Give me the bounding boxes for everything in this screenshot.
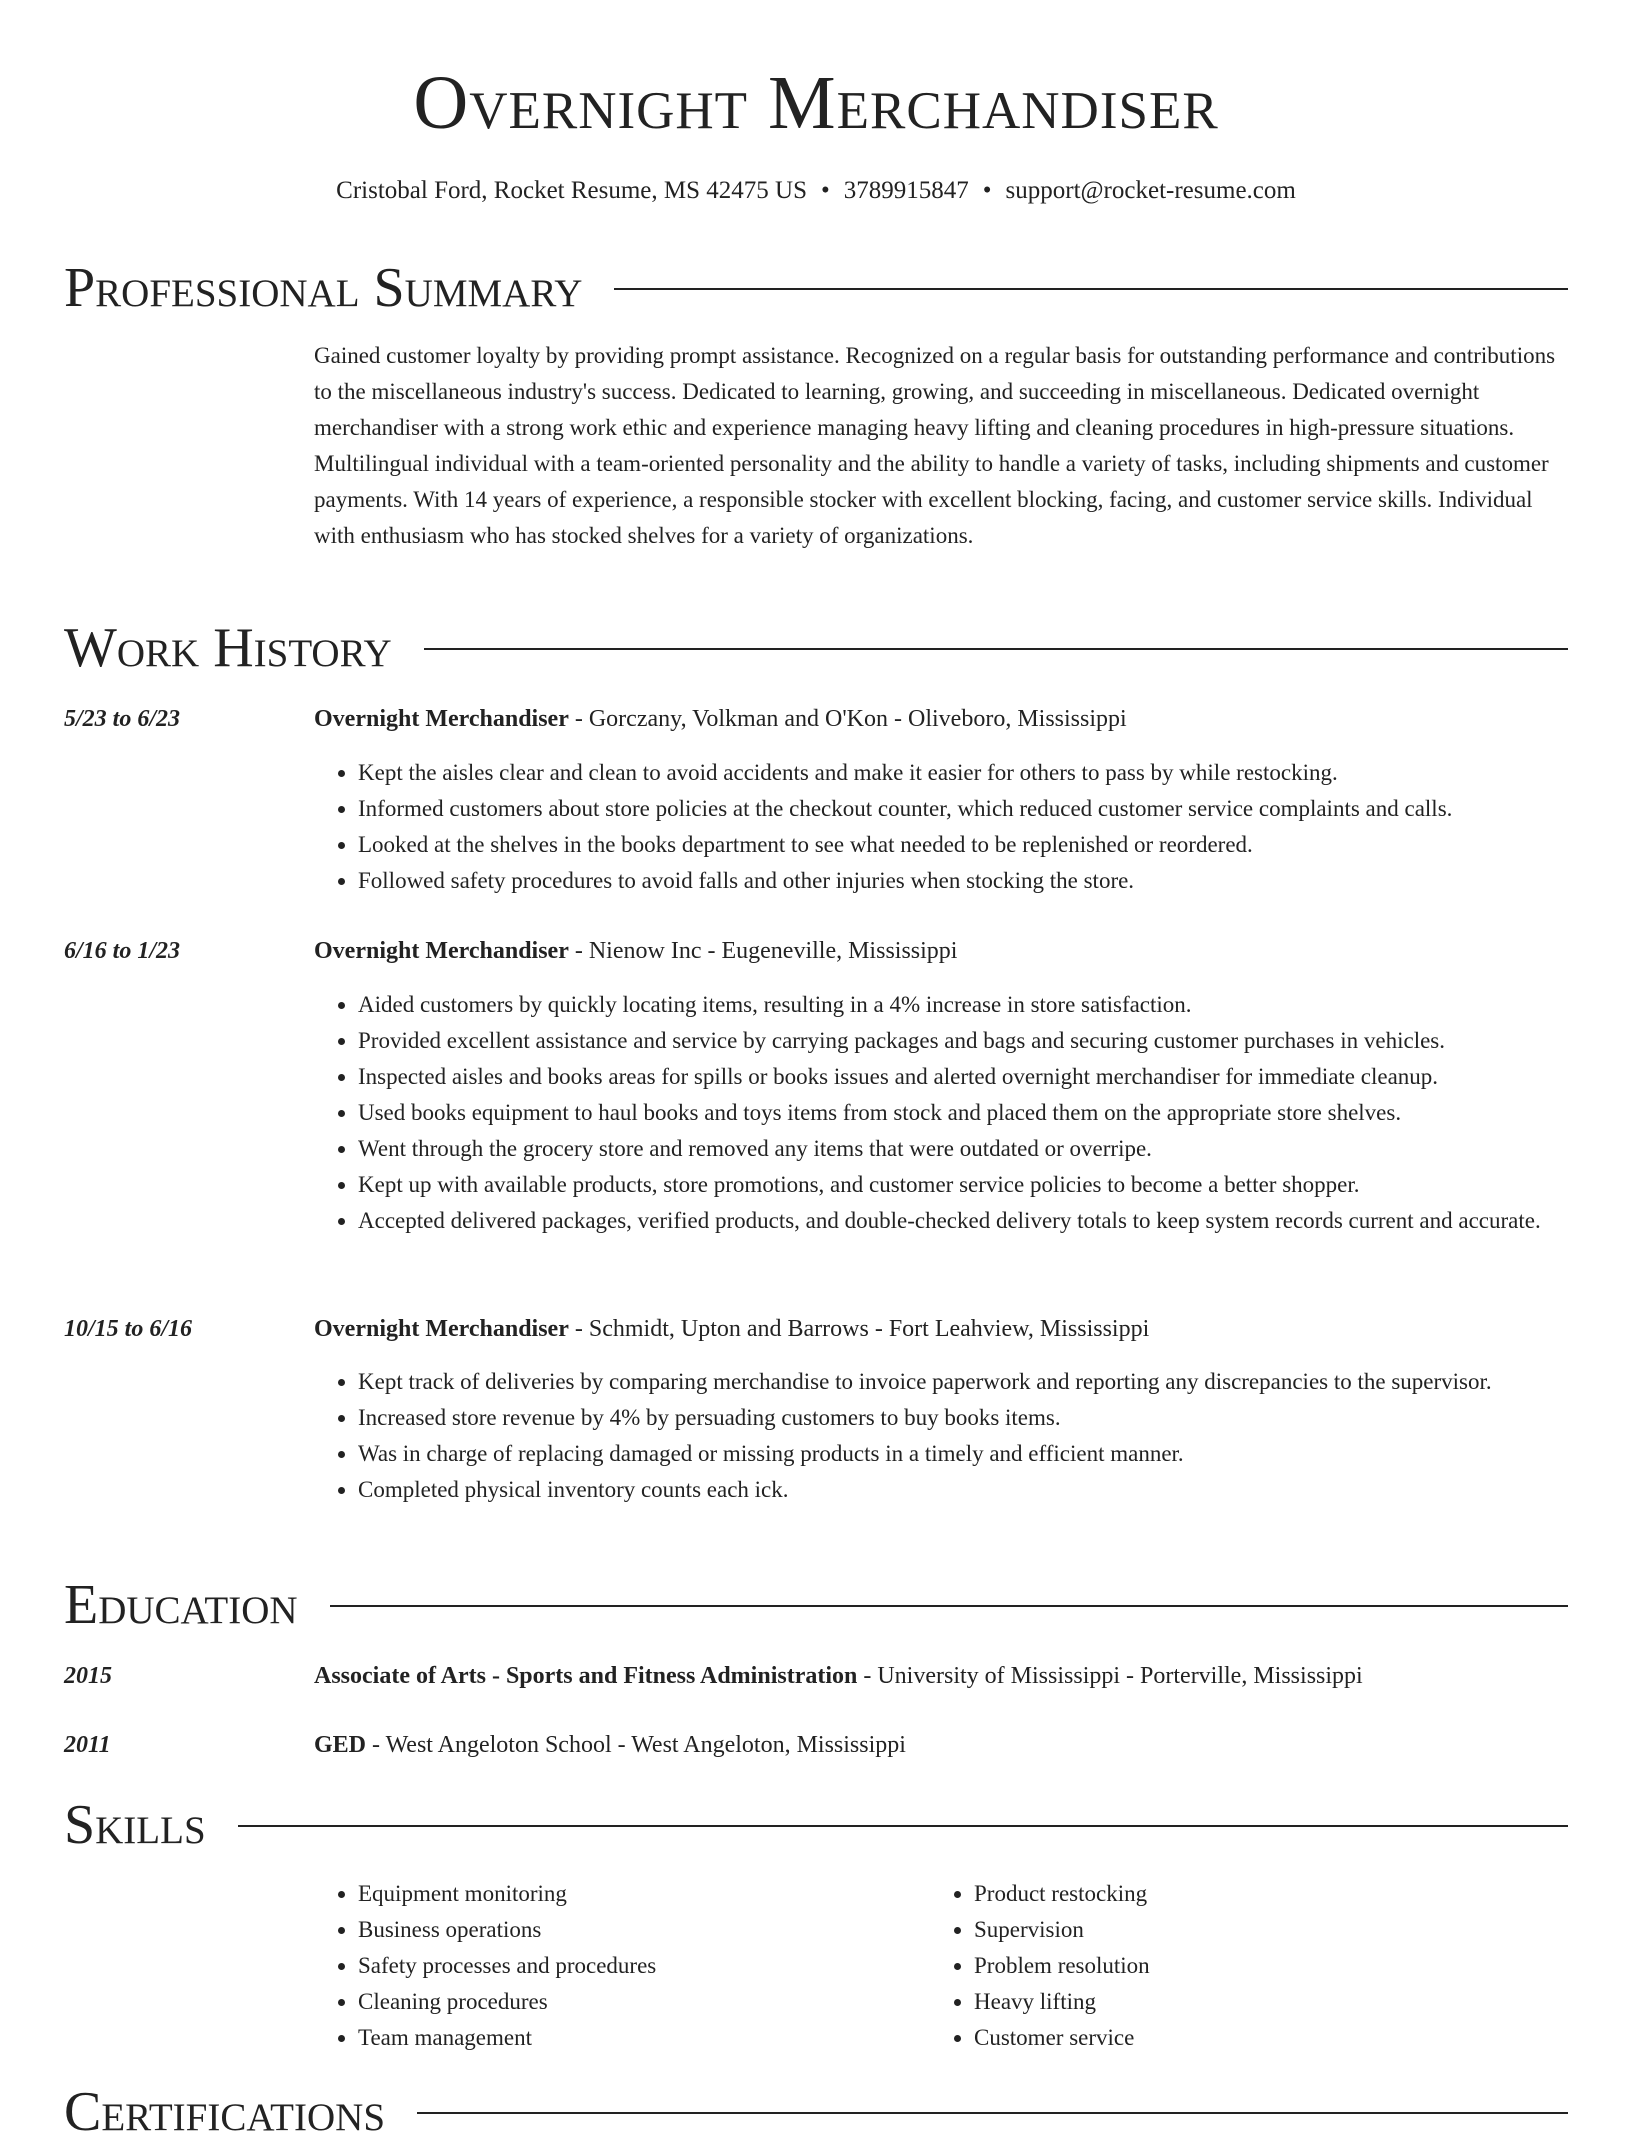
education-heading bbox=[314, 1658, 1568, 1694]
list-item: • Inspected aisles and books areas for spills or books issues and alerted overnight merchandiser for immediate cleanup. bbox=[358, 1059, 1568, 1095]
skill-item: • Heavy lifting bbox=[974, 1984, 1534, 2020]
education-year: 2015 bbox=[64, 1663, 112, 1689]
job-bullets bbox=[314, 755, 1568, 899]
education-heading bbox=[314, 1727, 1568, 1763]
section-education bbox=[64, 1573, 1568, 1637]
job-details: - Schmidt, Upton and Barrows - Fort Leahview, Mississippi bbox=[568, 1316, 1150, 1342]
section-title: Work History bbox=[64, 617, 392, 679]
list-item: • Increased store revenue by 4% by persuading customers to buy books items. bbox=[358, 1400, 1568, 1436]
section-work-history bbox=[64, 616, 1568, 680]
contact-separator: • bbox=[982, 177, 992, 204]
resume-name: Overnight Merchandiser bbox=[413, 61, 1219, 145]
list-item: • Looked at the shelves in the books department to see what needed to be replenished or reordered. bbox=[358, 827, 1568, 863]
job-role: Overnight Merchandiser bbox=[314, 706, 569, 732]
job-heading bbox=[314, 933, 1568, 969]
section-divider bbox=[417, 2112, 1568, 2114]
education-degree: GED bbox=[314, 1732, 367, 1758]
section-title: Skills bbox=[64, 1794, 206, 1856]
list-item: • Completed physical inventory counts each ick. bbox=[358, 1472, 1568, 1508]
section-title: Certifications bbox=[64, 2081, 386, 2143]
education-details: - West Angeloton School - West Angeloton, Mississippi bbox=[366, 1732, 906, 1758]
skill-item: • Product restocking bbox=[974, 1876, 1534, 1912]
job-dates: 5/23 to 6/23 bbox=[64, 706, 181, 732]
list-item: • Accepted delivered packages, verified products, and double-checked delivery totals to keep system records current and accurate. bbox=[358, 1203, 1568, 1239]
list-item: • Kept the aisles clear and clean to avoid accidents and make it easier for others to pass by while restocking. bbox=[358, 755, 1568, 791]
education-year: 2011 bbox=[64, 1732, 111, 1758]
education-details: - University of Mississippi - Porterville, Mississippi bbox=[857, 1663, 1363, 1689]
skill-item: • Team management bbox=[358, 2020, 918, 2056]
job-role: Overnight Merchandiser bbox=[314, 1316, 569, 1342]
list-item: • Was in charge of replacing damaged or missing products in a timely and efficient manner. bbox=[358, 1436, 1568, 1472]
skill-item: • Equipment monitoring bbox=[358, 1876, 918, 1912]
skills-list-right bbox=[930, 1876, 1534, 2056]
list-item: • Went through the grocery store and removed any items that were outdated or overripe. bbox=[358, 1131, 1568, 1167]
list-item: • Used books equipment to haul books and toys items from stock and placed them on the appropriate store shelves. bbox=[358, 1095, 1568, 1131]
list-item: • Provided excellent assistance and service by carrying packages and bags and securing customer purchases in vehicles. bbox=[358, 1023, 1568, 1059]
job-details: - Nienow Inc - Eugeneville, Mississippi bbox=[568, 938, 958, 964]
skill-item: • Cleaning procedures bbox=[358, 1984, 918, 2020]
section-divider bbox=[424, 648, 1568, 650]
section-title: Education bbox=[64, 1574, 298, 1636]
contact-separator: • bbox=[821, 177, 830, 204]
section-divider bbox=[330, 1605, 1568, 1607]
section-certifications bbox=[64, 2080, 1568, 2144]
job-details: - Gorczany, Volkman and O'Kon - Oliveboro, Mississippi bbox=[568, 706, 1127, 732]
contact-line bbox=[0, 174, 1632, 208]
skill-item: • Business operations bbox=[358, 1912, 918, 1948]
skill-item: • Customer service bbox=[974, 2020, 1534, 2056]
skill-item: • Problem resolution bbox=[974, 1948, 1534, 1984]
section-title: Professional Summary bbox=[64, 257, 583, 319]
section-divider bbox=[614, 288, 1568, 290]
job-dates: 6/16 to 1/23 bbox=[64, 938, 181, 964]
job-bullets bbox=[314, 987, 1568, 1239]
job-heading bbox=[314, 1311, 1568, 1347]
list-item: • Kept track of deliveries by comparing merchandise to invoice paperwork and reporting any discrepancies to the supervisor. bbox=[358, 1364, 1568, 1400]
skill-item: • Safety processes and procedures bbox=[358, 1948, 918, 1984]
job-heading bbox=[314, 701, 1568, 737]
skills-list-left bbox=[314, 1876, 918, 2056]
education-degree: Associate of Arts - Sports and Fitness Administration bbox=[314, 1663, 858, 1689]
list-item: • Informed customers about store policies at the checkout counter, which reduced customer service complaints and calls. bbox=[358, 791, 1568, 827]
list-item: • Aided customers by quickly locating items, resulting in a 4% increase in store satisfaction. bbox=[358, 987, 1568, 1023]
job-dates: 10/15 to 6/16 bbox=[64, 1316, 193, 1342]
contact-address: Cristobal Ford, Rocket Resume, MS 42475 US bbox=[336, 177, 807, 204]
skill-item: • Supervision bbox=[974, 1912, 1534, 1948]
contact-email[interactable]: support@rocket-resume.com bbox=[1005, 177, 1296, 204]
summary-text: Gained customer loyalty by providing prompt assistance. Recognized on a regular basis for outstanding performance and contributions to the miscellaneous industry's success. Dedicated to learning, growing, and succeeding in miscellaneous. Dedicated overnight merchandiser with a strong work ethic and experience managing heavy lifting and cleaning procedures in high-pressure situations. Multilingual individual with a team-oriented personality and the ability to handle a variety of tasks, including shipments and customer payments. With 14 years of experience, a responsible stocker with excellent blocking, facing, and customer service skills. Individual with enthusiasm who has stocked shelves for a variety of organizations. bbox=[314, 343, 1556, 548]
section-professional-summary bbox=[64, 256, 1568, 320]
job-bullets bbox=[314, 1364, 1568, 1508]
list-item: • Followed safety procedures to avoid falls and other injuries when stocking the store. bbox=[358, 863, 1568, 899]
job-role: Overnight Merchandiser bbox=[314, 938, 569, 964]
contact-phone: 3789915847 bbox=[843, 177, 969, 204]
section-skills bbox=[64, 1793, 1568, 1857]
section-divider bbox=[238, 1825, 1568, 1827]
list-item: • Kept up with available products, store promotions, and customer service policies to become a better shopper. bbox=[358, 1167, 1568, 1203]
